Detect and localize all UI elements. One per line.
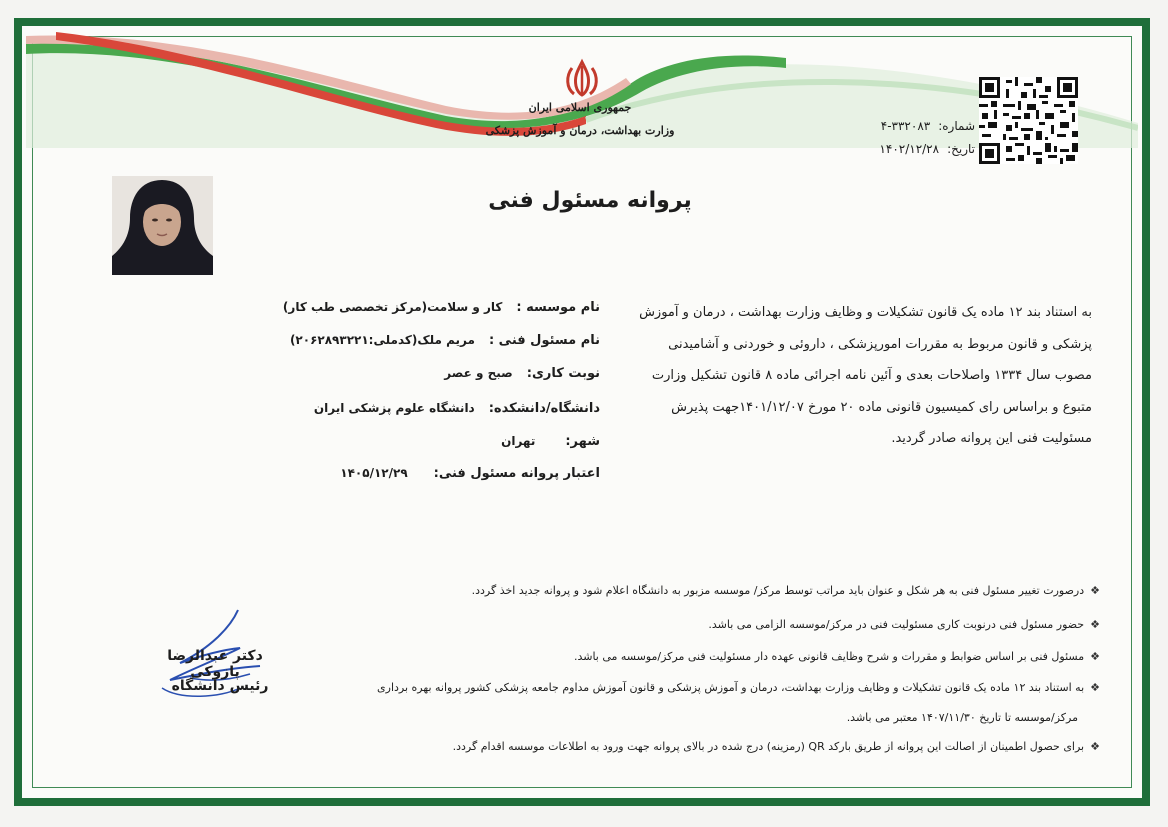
qr-code-icon — [979, 77, 1078, 164]
signer-name: دکتر عبدالرضا پازوکی — [167, 648, 263, 680]
note-continuation: مرکز/موسسه تا تاریخ ۱۴۰۷/۱۱/۳۰ معتبر می باشد. — [846, 711, 1078, 724]
note-item: ❖مسئول فنی بر اساس ضوابط و مقررات و شرح وظایف قانونی عهده دار مسئولیت فنی مرکز/موسسه می باشد. — [573, 650, 1100, 663]
field-label: شهر: — [565, 434, 600, 449]
intro-paragraph — [626, 297, 1092, 455]
field-technical-manager — [290, 333, 600, 348]
field-license-validity — [340, 466, 600, 481]
gov-title-line2: وزارت بهداشت، درمان و آموزش پزشکی — [485, 124, 675, 137]
bullet-icon: ❖ — [1090, 740, 1100, 753]
field-label: دانشگاه/دانشکده: — [488, 401, 600, 416]
field-work-shift — [444, 366, 600, 381]
gov-title-line1: جمهوری اسلامی ایران — [528, 101, 632, 114]
field-value: تهران — [501, 434, 536, 448]
holder-photo — [112, 176, 213, 275]
note-item: ❖حضور مسئول فنی درنوبت کاری مسئولیت فنی در مرکز/موسسه الزامی می باشد. — [708, 618, 1100, 631]
bullet-icon: ❖ — [1090, 584, 1100, 597]
intro-line: به استناد بند ۱۲ ماده یک قانون تشکیلات و وظایف وزارت بهداشت ، درمان و آموزش — [639, 305, 1092, 320]
field-value: صبح و عصر — [444, 366, 513, 380]
intro-line: مسئولیت فنی این پروانه صادر گردید. — [891, 431, 1092, 446]
document-meta — [830, 115, 975, 161]
bullet-icon: ❖ — [1090, 650, 1100, 663]
signer-role: رئیس دانشگاه — [171, 678, 269, 694]
field-label: نام مسئول فنی : — [488, 333, 600, 348]
date-row — [830, 138, 975, 161]
iran-emblem-icon — [560, 58, 604, 98]
field-value: کار و سلامت(مرکز تخصصی طب کار) — [282, 300, 503, 314]
intro-line: مصوب سال ۱۳۳۴ واصلاحات بعدی و آئین نامه اجرائی ماده ۸ قانون تشکیل وزارت — [651, 368, 1092, 383]
date-value: ۱۴۰۲/۱۲/۲۸ — [879, 142, 940, 156]
bullet-icon: ❖ — [1090, 618, 1100, 631]
field-label: نوبت کاری: — [526, 366, 600, 381]
number-label: شماره: — [938, 119, 975, 133]
number-value: ۴-۳۳۲۰۸۳ — [880, 119, 931, 133]
field-institution — [283, 300, 600, 315]
bullet-icon: ❖ — [1090, 681, 1100, 694]
field-value: ۱۴۰۵/۱۲/۲۹ — [340, 466, 408, 480]
field-university — [314, 401, 600, 416]
field-city — [501, 434, 600, 449]
date-label: تاریخ: — [947, 142, 975, 156]
intro-line: متبوع و براساس رای کمیسیون قانونی ماده ۲۰ مورخ ۱۴۰۱/۱۲/۰۷جهت پذیرش — [671, 399, 1092, 415]
intro-line: پزشکی و قانون مربوط به مقررات امورپزشکی ، داروئی و خوردنی و آشامیدنی — [668, 336, 1092, 352]
note-item: ❖به استناد بند ۱۲ ماده یک قانون تشکیلات و وظایف وزارت بهداشت، درمان و آموزش پزشکی و قانون آموزش مداوم جامعه پزشکی کشور پروانه بهره برداری — [377, 681, 1100, 694]
field-value: دانشگاه علوم پزشکی ایران — [313, 401, 475, 415]
field-label: اعتبار پروانه مسئول فنی: — [433, 466, 600, 481]
note-item: ❖برای حصول اطمینان از اصالت این پروانه از طریق بارکد QR (رمزینه) درج شده در بالای پروانه جهت ورود به اطلاعات موسسه اقدام گردد. — [452, 740, 1100, 753]
number-row — [830, 115, 975, 138]
field-value: مریم ملک(کدملی:۲۰۶۲۸۹۳۲۲۱) — [289, 333, 475, 347]
field-label: نام موسسه : — [516, 300, 600, 315]
note-item: ❖درصورت تغییر مسئول فنی به هر شکل و عنوان باید مراتب توسط مرکز/ موسسه مزبور به دانشگاه اعلام شود و پروانه جدید اخذ گردد. — [471, 584, 1100, 597]
page-title: پروانه مسئول فنی — [488, 188, 692, 213]
